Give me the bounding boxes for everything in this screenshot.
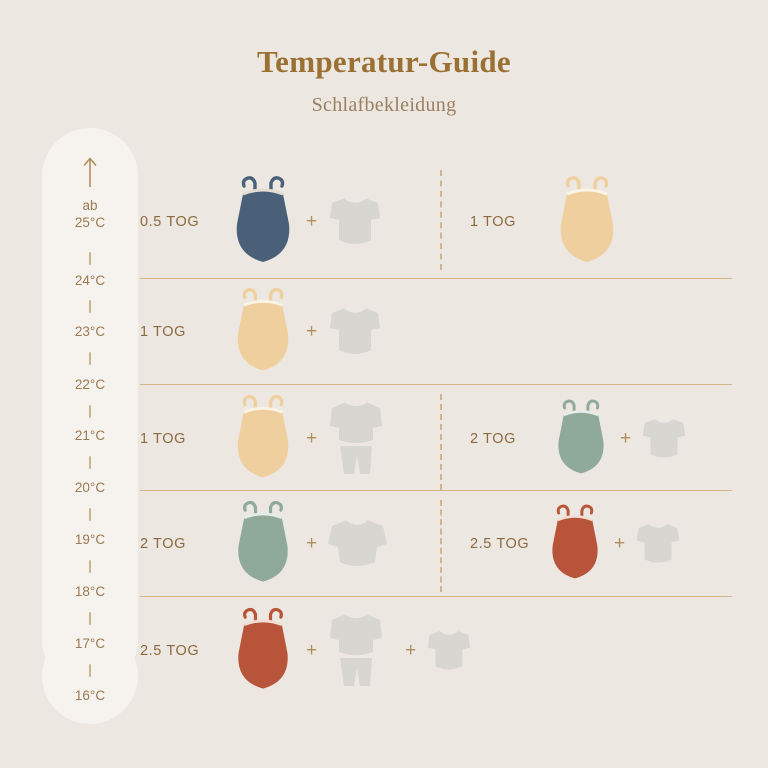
plus-sign: + — [614, 533, 626, 554]
plus-sign: + — [306, 428, 318, 449]
row-right-cell — [440, 284, 740, 380]
row-left-cell — [140, 284, 440, 380]
sleeping-bag-icon — [542, 501, 608, 587]
header — [0, 44, 768, 117]
thermometer-dash — [89, 252, 91, 265]
thermometer-tick-16: 16°C — [74, 688, 106, 703]
long-sleeve-bodysuit-icon — [323, 510, 393, 578]
page-title: Temperatur-Guide — [257, 44, 511, 79]
plus-sign: + — [620, 428, 632, 449]
thermometer — [42, 128, 138, 748]
plus-sign: + — [306, 640, 318, 661]
thermometer-dash — [89, 352, 91, 365]
tog-label: 2 TOG — [470, 431, 516, 447]
plus-sign: + — [306, 321, 318, 342]
short-sleeve-bodysuit-icon — [631, 515, 685, 573]
tog-label: 1 TOG — [470, 214, 516, 230]
table-row — [140, 284, 740, 380]
thermometer-tick-18: 18°C — [74, 584, 106, 599]
pyjama-set-icon — [323, 608, 389, 694]
thermometer-tick-17: 17°C — [74, 636, 106, 651]
row-left-cell — [140, 168, 440, 276]
row-right-cell — [440, 496, 740, 592]
page-subtitle: Schlafbekleidung — [311, 94, 457, 116]
short-sleeve-bodysuit-icon — [323, 188, 387, 256]
sleeping-bag-icon — [226, 391, 300, 487]
table-row — [140, 168, 740, 276]
plus-sign: + — [306, 211, 318, 232]
sleeping-bag-icon — [226, 284, 300, 380]
up-arrow-icon — [83, 156, 97, 188]
table-row — [140, 496, 740, 592]
thermometer-dash — [89, 456, 91, 469]
thermometer-tick-25: ab 25°C — [42, 198, 138, 232]
sleeping-bag-icon — [550, 172, 624, 272]
sleeping-bag-icon — [226, 172, 300, 272]
short-sleeve-bodysuit-icon — [422, 622, 476, 680]
sleeping-bag-icon — [548, 396, 614, 482]
table-row — [140, 390, 740, 488]
thermometer-tick-23: 23°C — [74, 324, 106, 339]
thermometer-dash — [89, 405, 91, 418]
pyjama-set-icon — [323, 396, 389, 482]
tog-label: 2.5 TOG — [470, 536, 530, 552]
thermometer-tick-20: 20°C — [74, 480, 106, 495]
thermometer-tick-24: 24°C — [74, 273, 106, 288]
thermometer-tick-19: 19°C — [74, 532, 106, 547]
row-divider — [140, 278, 732, 279]
thermometer-above-label: ab — [82, 198, 98, 213]
thermometer-dash — [89, 560, 91, 573]
row-left-cell — [140, 390, 440, 488]
row-divider — [140, 596, 732, 597]
tog-label: 1 TOG — [140, 431, 186, 447]
thermometer-dash — [89, 508, 91, 521]
row-left-cell — [140, 496, 440, 592]
guide-table — [140, 160, 740, 720]
sleeping-bag-icon — [226, 497, 300, 591]
sleeping-bag-icon — [226, 604, 300, 698]
tog-label: 1 TOG — [140, 324, 186, 340]
table-row — [140, 602, 740, 700]
thermometer-dash — [89, 300, 91, 313]
tog-label: 0.5 TOG — [140, 214, 200, 230]
row-right-cell — [440, 168, 740, 276]
thermometer-tick-21: 21°C — [74, 428, 106, 443]
short-sleeve-bodysuit-icon — [637, 410, 691, 468]
plus-sign: + — [306, 533, 318, 554]
tog-label: 2.5 TOG — [140, 643, 200, 659]
row-divider — [140, 384, 732, 385]
tog-label: 2 TOG — [140, 536, 186, 552]
thermometer-tick-22: 22°C — [74, 377, 106, 392]
row-right-cell — [440, 390, 740, 488]
plus-sign: + — [405, 640, 417, 661]
thermometer-dash — [89, 612, 91, 625]
thermometer-dash — [89, 664, 91, 677]
short-sleeve-bodysuit-icon — [323, 298, 387, 366]
row-divider — [140, 490, 732, 491]
row-left-cell — [140, 602, 740, 700]
